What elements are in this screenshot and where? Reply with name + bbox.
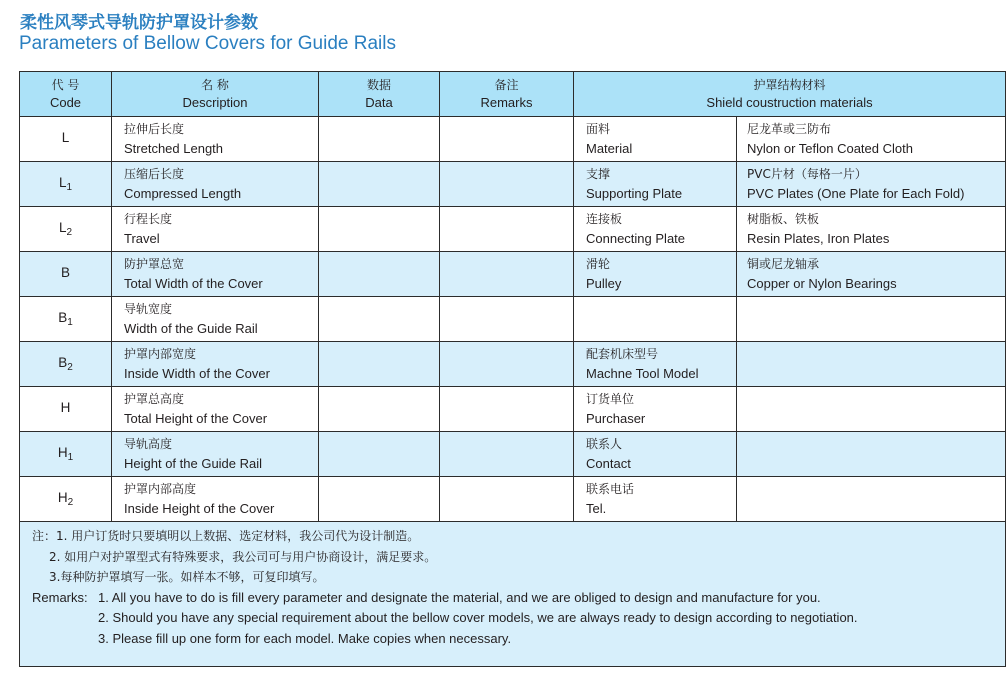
table-row [20,252,1006,297]
table-row [20,297,1006,342]
table-row [20,342,1006,387]
material-item: 滑轮 Pulley [574,252,737,297]
note-cn-line: 3.每种防护罩填写一张。如样本不够，可复印填写。 [49,570,325,584]
data-cell[interactable] [319,162,440,207]
table-row [20,387,1006,432]
data-cell[interactable] [319,207,440,252]
data-cell[interactable] [319,477,440,522]
param-description: 防护罩总宽 Total Width of the Cover [112,252,319,297]
param-description: 护罩内部高度 Inside Height of the Cover [112,477,319,522]
data-cell[interactable] [319,297,440,342]
param-description: 护罩内部宽度 Inside Width of the Cover [112,342,319,387]
table-header-row [20,72,1006,117]
param-description: 导轨高度 Height of the Guide Rail [112,432,319,477]
data-cell[interactable] [319,117,440,162]
remarks-cell[interactable] [440,162,574,207]
param-description: 压缩后长度 Compressed Length [112,162,319,207]
header-remarks: 备注 Remarks [440,72,574,117]
param-code: $B_1$ [20,297,112,342]
param-code: $L_2$ [20,207,112,252]
material-value: 尼龙革或三防布 Nylon or Teflon Coated Cloth [737,117,1006,162]
data-cell[interactable] [319,252,440,297]
material-item [574,297,737,342]
param-code: $H_2$ [20,477,112,522]
material-value [737,297,1006,342]
remarks-cell[interactable] [440,387,574,432]
param-description: 护罩总高度 Total Height of the Cover [112,387,319,432]
material-value [737,342,1006,387]
table-row [20,432,1006,477]
note-cn-line: 2. 如用户对护罩型式有特殊要求，我公司可与用户协商设计，满足要求。 [49,549,437,564]
material-value: PVC片材（每格一片） PVC Plates (One Plate for Each Fold) [737,162,1006,207]
notes-row [20,522,1006,667]
page-title-cn: 柔性风琴式导轨防护罩设计参数 [20,13,258,33]
note-en-line: 3. Please fill up one form for each model. Make copies when necessary. [98,630,512,646]
material-value [737,387,1006,432]
material-item: 联系电话 Tel. [574,477,737,522]
remarks-cell[interactable] [440,117,574,162]
material-item: 订货单位 Purchaser [574,387,737,432]
remarks-cell[interactable] [440,342,574,387]
data-cell[interactable] [319,342,440,387]
remarks-cell[interactable] [440,477,574,522]
param-code: L [20,117,112,162]
material-item: 配套机床型号 Machne Tool Model [574,342,737,387]
material-item: 联系人 Contact [574,432,737,477]
data-cell[interactable] [319,432,440,477]
note-cn-line: 注：1. 用户订货时只要填明以上数据、选定材料，我公司代为设计制造。 [32,529,420,543]
material-item: 面料 Material [574,117,737,162]
remarks-cell[interactable] [440,207,574,252]
material-value [737,477,1006,522]
remarks-cell[interactable] [440,432,574,477]
param-code: $L_1$ [20,162,112,207]
note-en-line: 2. Should you have any special requirement about the bellow cover models, we are always ready to design according to negotiation. [98,610,858,625]
page-title-en: Parameters of Bellow Covers for Guide Rails [19,33,396,54]
parameters-table [19,71,1006,667]
header-data: 数据 Data [319,72,440,117]
data-cell[interactable] [319,387,440,432]
material-value: 铜或尼龙轴承 Copper or Nylon Bearings [737,252,1006,297]
remarks-cell[interactable] [440,297,574,342]
table-row [20,162,1006,207]
remarks-label: Remarks: [32,589,88,605]
remarks-cell[interactable] [440,252,574,297]
table-row [20,207,1006,252]
param-description: 导轨宽度 Width of the Guide Rail [112,297,319,342]
note-en-line: Remarks: 1. All you have to do is fill every parameter and designate the material, and we are obliged to design and manufacture for you. [20,588,1005,609]
notes-cell [20,522,1006,667]
param-code: $B_2$ [20,342,112,387]
param-code: B [20,252,112,297]
param-description: 拉伸后长度 Stretched Length [112,117,319,162]
table-row [20,477,1006,522]
table-row [20,117,1006,162]
header-description: 名 称 Description [112,72,319,117]
param-description: 行程长度 Travel [112,207,319,252]
material-value: 树脂板、铁板 Resin Plates, Iron Plates [737,207,1006,252]
header-materials: 护罩结构材料 Shield coustruction materials [574,72,1006,117]
material-item: 连接板 Connecting Plate [574,207,737,252]
material-item: 支撑 Supporting Plate [574,162,737,207]
param-code: $H_1$ [20,432,112,477]
material-value [737,432,1006,477]
header-code: 代 号 Code [20,72,112,117]
param-code: H [20,387,112,432]
